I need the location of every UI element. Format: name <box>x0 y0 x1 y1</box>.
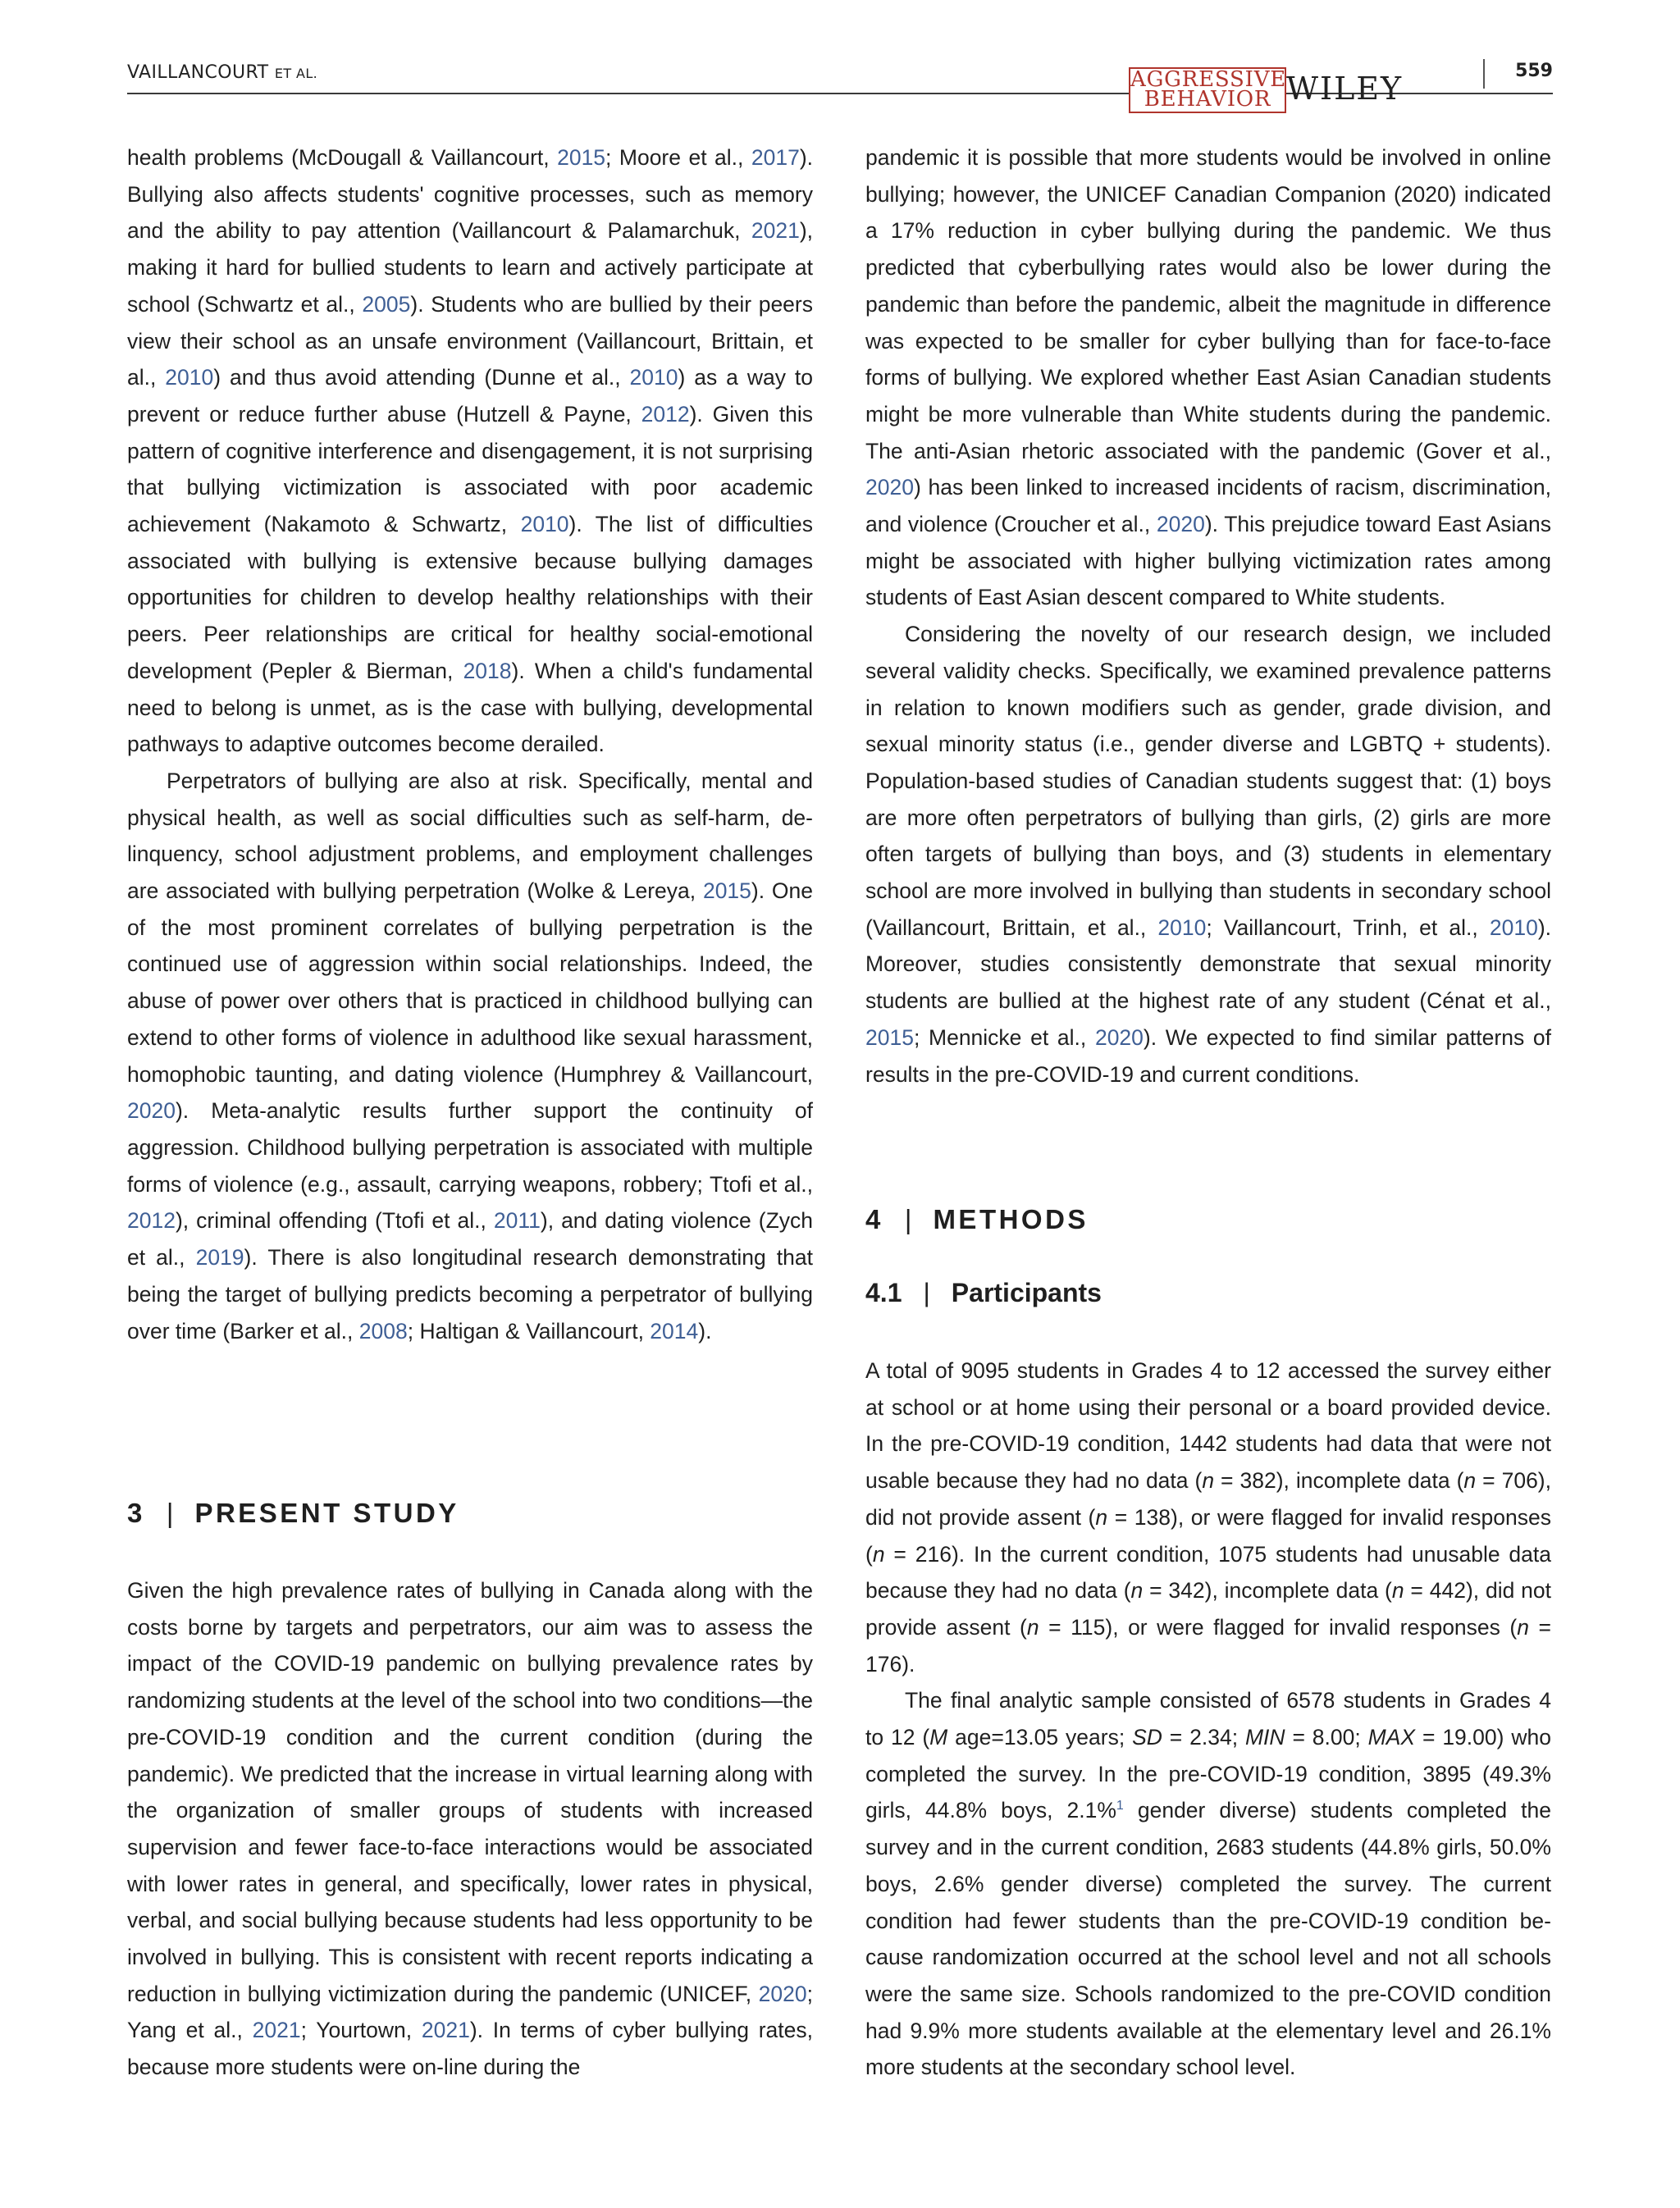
journal-logo-line1: AGGRESSIVE <box>1130 67 1287 92</box>
italic-n: n <box>872 1541 885 1567</box>
text: = 382), incomplete data ( <box>1214 1468 1464 1494</box>
citation-link[interactable]: 2010 <box>1489 915 1538 940</box>
italic-n: n <box>1026 1614 1039 1640</box>
text: ). When a child's fundamental need to belong is unmet, as is the case with bullying, developmental pathways to adaptive outcomes become derailed. <box>127 658 813 757</box>
text: ), criminal offending (Ttofi et al., <box>175 1208 494 1234</box>
text: = 342), incomplete data ( <box>1143 1578 1392 1604</box>
subsection-separator: | <box>923 1278 930 1307</box>
left-column-block-2 <box>127 1572 813 2086</box>
text: ). Moreover, studies consistently demonstrate that sexual minority students are bullied at the highest rate of any student (Cénat et al., <box>865 915 1551 1014</box>
left-paragraph-1 <box>127 139 813 763</box>
text: gender diverse) students completed the survey and in the current condition, 2683 students (44.8% girls, 50.0% boys, 2.6% gender diverse) completed the survey. The current condition had fewer students than the pre-COVID-19 condition because randomization occurred at the school level and not all schools were the same size. Schools randomized to the pre-COVID condition had 9.9% more students available at the elementary level and 26.1% more students at the secondary school level. <box>865 1798 1552 2080</box>
italic-max: MAX <box>1367 1725 1416 1750</box>
text: Perpetrators of bullying are also at risk. Specifically, mental and physical health, as well as social difficulties such as self-harm, delinquency, school adjustment problems, and employment challenges are associated with bullying perpetration (Wolke & Lereya, <box>127 768 813 904</box>
text: ; Yourtown, <box>300 2018 422 2043</box>
page-number-divider <box>1483 59 1485 89</box>
section-title: PRESENT STUDY <box>194 1498 459 1528</box>
text: = 19.00) who completed the survey. In the pre-COVID-19 condition, 3895 (49.3% girls, 44.8% boys, 2.1% <box>865 1725 1551 1823</box>
text: ; Haltigan & Vaillancourt, <box>407 1318 651 1344</box>
text: age=13.05 years; <box>947 1725 1133 1750</box>
citation-link[interactable]: 2019 <box>195 1245 244 1271</box>
text: = 176). <box>865 1614 1551 1677</box>
right-column-block-1 <box>865 139 1551 1093</box>
citation-link[interactable]: 2010 <box>629 365 678 390</box>
right-paragraph-4 <box>865 1682 1551 2086</box>
citation-link[interactable]: 2010 <box>520 512 569 537</box>
citation-link[interactable]: 2020 <box>1094 1024 1144 1050</box>
section-separator: | <box>166 1498 174 1528</box>
left-column-block-1 <box>127 139 813 1349</box>
text: ). One of the most prominent correlates of bullying perpetration is the continued use of aggression within social relationships. Indeed, the abuse of power over others that is practiced in childhood bullying can extend to other forms of violence in adulthood like sexual harassment, homophobic taunting, and dating violence (Humphrey & Vaillancourt, <box>127 878 813 1087</box>
section-separator: | <box>904 1204 912 1234</box>
publisher-logo: WILEY <box>1286 71 1404 107</box>
page-number: 559 <box>1515 61 1553 81</box>
section-heading-present-study <box>127 1498 459 1529</box>
text: ). Given this pattern of cognitive interference and disengagement, it is not surprising that bullying victimization is associated with poor academic achievement (Nakamoto & Schwartz, <box>127 401 813 537</box>
text: ; Vaillancourt, Trinh, et al., <box>1206 915 1490 940</box>
text: ). Students who are bullied by their peers view their school as an unsafe environment (Vaillancourt, Brittain, et al., <box>127 291 813 390</box>
citation-link[interactable]: 2008 <box>358 1318 408 1344</box>
text: ) and thus avoid attending (Dunne et al., <box>213 365 630 390</box>
text: = 115), or were flagged for invalid responses ( <box>1039 1614 1518 1640</box>
citation-link[interactable]: 2020 <box>127 1098 176 1124</box>
citation-link[interactable]: 2010 <box>1157 915 1207 940</box>
citation-link[interactable]: 2018 <box>463 658 512 683</box>
italic-m: M <box>929 1725 948 1750</box>
text: ), making it hard for bullied students to learn and actively participate at school (Schwartz et al., <box>127 218 813 317</box>
right-column-block-2 <box>865 1353 1551 2086</box>
text: pandemic it is possible that more students would be involved in online bullying; however, the UNICEF Canadian Companion (2020) indicated a 17% reduction in cyber bullying during the pandemic. We thus predicted that cyberbullying rates would also be lower during the pandemic than before the pandemic, albeit the magnitude in difference was expected to be smaller for cyber bullying than for face-to-face forms of bullying. We explored whether East Asian Canadian students might be more vulnerable than White students during the pandemic. The anti-Asian rhetoric associated with the pandemic (Gover et al., <box>865 145 1551 463</box>
italic-n: n <box>1130 1578 1144 1604</box>
text: ). We expected to find similar patterns of results in the pre-COVID-19 and current conditions. <box>865 1024 1551 1087</box>
subsection-title: Participants <box>951 1278 1102 1307</box>
text: = 442), did not provide assent ( <box>865 1578 1551 1640</box>
italic-n: n <box>1202 1468 1215 1494</box>
author-name: VAILLANCOURT <box>127 62 269 83</box>
author-suffix: ET AL. <box>274 66 318 81</box>
text: ). In terms of cyber bullying rates, because more students were on-line during the <box>127 2018 813 2080</box>
left-paragraph-3 <box>127 1572 813 2086</box>
text: ). <box>698 1318 712 1344</box>
text: ; Moore et al., <box>605 145 751 170</box>
right-paragraph-1 <box>865 139 1551 616</box>
journal-logo <box>1129 67 1286 113</box>
citation-link[interactable]: 2012 <box>127 1208 176 1234</box>
text: = 8.00; <box>1285 1725 1368 1750</box>
text: Considering the novelty of our research design, we included several validity checks. Specifically, we examined prevalence patterns in relation to known modifiers such as gender, grade division, and sexual minority status (i.e., gender diverse and LGBTQ + students). Population-based studies of Canadian students suggest that: (1) boys are more often perpetrators of bullying than girls, (2) girls are more often targets of bullying than boys, and (3) students in elementary school are more involved in bullying than students in secondary school (Vaillancourt, Brittain, et al., <box>865 622 1551 940</box>
citation-link[interactable]: 2020 <box>1156 512 1205 537</box>
text: ; Mennicke et al., <box>913 1024 1095 1050</box>
citation-link[interactable]: 2021 <box>421 2018 470 2043</box>
text: ). Bullying also affects students' cognitive processes, such as memory and the ability to pay attention (Vaillancourt & Palamarchuk, <box>127 145 813 244</box>
text: health problems (McDougall & Vaillancourt, <box>127 145 558 170</box>
section-number: 3 <box>127 1498 145 1528</box>
text: ). This prejudice toward East Asians might be associated with higher bullying victimization rates among students of East Asian descent compared to White students. <box>865 512 1551 610</box>
text: = 2.34; <box>1162 1725 1245 1750</box>
citation-link[interactable]: 2012 <box>641 401 690 427</box>
italic-n: n <box>1095 1504 1108 1530</box>
citation-link[interactable]: 2020 <box>758 1981 807 2006</box>
text: A total of 9095 students in Grades 4 to 12 accessed the survey either at school or at home using their personal or a board provided device. In the pre-COVID-19 condition, 1442 students had data that were not usable because they had no data ( <box>865 1358 1551 1494</box>
subsection-heading-participants <box>865 1278 1102 1308</box>
text: ; Yang et al., <box>127 1981 813 2043</box>
subsection-number: 4.1 <box>865 1278 902 1307</box>
text: = 138), or were flagged for invalid responses ( <box>865 1504 1551 1567</box>
footnote-link[interactable]: 1 <box>1116 1799 1124 1813</box>
text: The final analytic sample consisted of 6578 students in Grades 4 to 12 ( <box>865 1688 1551 1750</box>
italic-min: MIN <box>1244 1725 1285 1750</box>
citation-link[interactable]: 2021 <box>751 218 800 244</box>
section-heading-methods <box>865 1204 1089 1235</box>
text: ) as a way to prevent or reduce further abuse (Hutzell & Payne, <box>127 365 813 427</box>
running-head-author <box>127 62 317 83</box>
text: = 216). In the current condition, 1075 students had unusable data because they had no data ( <box>865 1541 1551 1604</box>
citation-link[interactable]: 2015 <box>865 1024 914 1050</box>
italic-n: n <box>1463 1468 1477 1494</box>
citation-link[interactable]: 2005 <box>362 291 411 317</box>
text: = 706), did not provide assent ( <box>865 1468 1551 1530</box>
citation-link[interactable]: 2010 <box>165 365 214 390</box>
text: ) has been linked to increased incidents of racism, discrimination, and violence (Croucher et al., <box>865 475 1551 537</box>
italic-sd: SD <box>1132 1725 1162 1750</box>
text: ), and dating violence (Zych et al., <box>127 1208 813 1271</box>
citation-link[interactable]: 2021 <box>252 2018 301 2043</box>
section-title: METHODS <box>933 1204 1089 1234</box>
journal-logo-line2: BEHAVIOR <box>1144 87 1271 112</box>
text: Given the high prevalence rates of bullying in Canada along with the costs borne by targets and perpetrators, our aim was to assess the impact of the COVID-19 pandemic on bullying prevalence rates by randomizing students at the level of the school into two conditions—the pre-COVID-19 condition and the current condition (during the pandemic). We predicted that the increase in virtual learning along with the organization of smaller groups of students with increased supervision and fewer face-to-face interactions would be associated with lower rates in general, and specifically, lower rates in physical, verbal, and social bullying because students had less opportunity to be involved in bullying. This is consistent with recent reports indicating a reduction in bullying victimization during the pandemic (UNICEF, <box>127 1578 813 2006</box>
citation-link[interactable]: 2011 <box>493 1208 541 1234</box>
italic-n: n <box>1517 1614 1529 1640</box>
right-paragraph-2 <box>865 616 1551 1093</box>
citation-link[interactable]: 2014 <box>650 1318 699 1344</box>
text: ). There is also longitudinal research demonstrating that being the target of bullying predicts becoming a perpetrator of bullying over time (Barker et al., <box>127 1245 813 1344</box>
citation-link[interactable]: 2015 <box>702 878 751 904</box>
citation-link[interactable]: 2020 <box>865 475 914 500</box>
left-paragraph-2 <box>127 763 813 1349</box>
right-paragraph-3 <box>865 1353 1551 1682</box>
citation-link[interactable]: 2017 <box>751 145 800 170</box>
text: ). The list of difficulties associated with bullying is extensive because bullying damages opportunities for children to develop healthy relationships with their peers. Peer relationships are critical for healthy social-emotional development (Pepler & Bierman, <box>127 512 813 683</box>
italic-n: n <box>1391 1578 1404 1604</box>
text: ). Meta-analytic results further support the continuity of aggression. Childhood bullying perpetration is associated with multiple forms of violence (e.g., assault, carrying weapons, robbery; Ttofi et al., <box>127 1098 813 1197</box>
section-number: 4 <box>865 1204 883 1234</box>
citation-link[interactable]: 2015 <box>557 145 606 170</box>
